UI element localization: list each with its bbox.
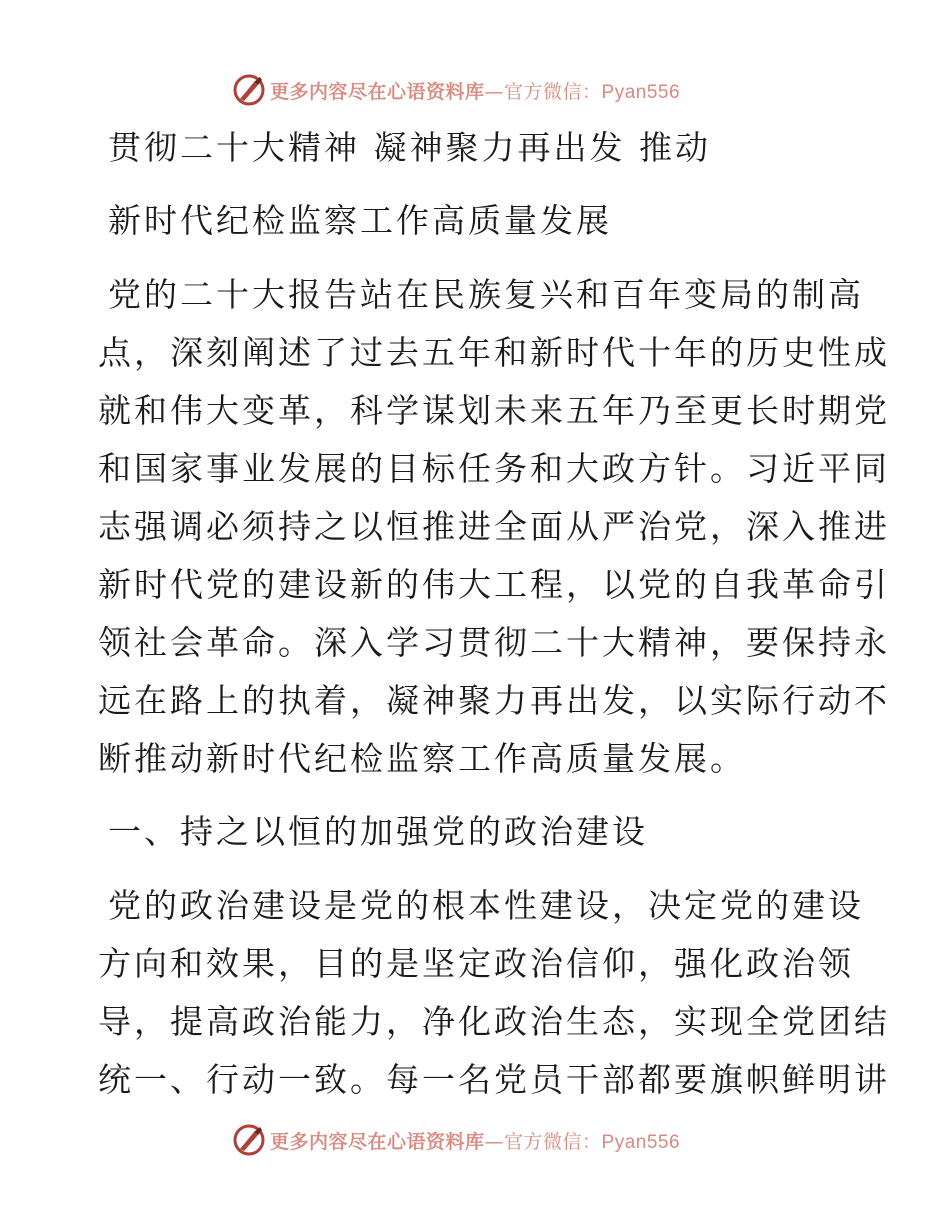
intro-paragraph-line: 就和伟大变革，科学谋划未来五年乃至更长时期党 (98, 391, 890, 430)
intro-paragraph-line: 点，深刻阐述了过去五年和新时代十年的历史性成 (98, 333, 890, 372)
watermark-account-label: 官方微信： (504, 1130, 602, 1153)
intro-paragraph-line: 党的二十大报告站在民族复兴和百年变局的制高 (108, 275, 864, 314)
document-title-line-2: 新时代纪检监察工作高质量发展 (108, 201, 612, 240)
document-title-line-1: 贯彻二十大精神 凝神聚力再出发 推动 (108, 128, 711, 167)
watermark-site-text: 更多内容尽在心语资料库 (270, 1130, 485, 1153)
footer-watermark (232, 1120, 680, 1160)
watermark-account-label: 官方微信： (504, 80, 602, 103)
intro-paragraph-line: 和国家事业发展的目标任务和大政方针。习近平同 (98, 449, 890, 488)
quill-pen-logo-icon (232, 73, 266, 107)
watermark-separator: — (484, 1130, 505, 1153)
watermark-text (270, 1127, 680, 1154)
intro-paragraph-line: 远在路上的执着，凝神聚力再出发，以实际行动不 (98, 681, 890, 720)
section-paragraph-line: 党的政治建设是党的根本性建设，决定党的建设 (108, 886, 864, 925)
section-heading: 一、持之以恒的加强党的政治建设 (108, 812, 648, 851)
watermark-account-id: Pyan556 (601, 1131, 681, 1153)
watermark-separator: — (484, 80, 505, 103)
watermark-account-id: Pyan556 (601, 81, 681, 103)
quill-pen-logo-icon (232, 1123, 266, 1157)
header-watermark (232, 70, 680, 110)
watermark-site-text: 更多内容尽在心语资料库 (270, 80, 485, 103)
section-paragraph-line: 方向和效果，目的是坚定政治信仰，强化政治领 (98, 944, 854, 983)
intro-paragraph-line: 新时代党的建设新的伟大工程，以党的自我革命引 (98, 565, 890, 604)
intro-paragraph-line: 志强调必须持之以恒推进全面从严治党，深入推进 (98, 507, 890, 546)
section-paragraph-line: 统一、行动一致。每一名党员干部都要旗帜鲜明讲 (98, 1060, 890, 1099)
watermark-text (270, 77, 680, 104)
intro-paragraph-line: 领社会革命。深入学习贯彻二十大精神，要保持永 (98, 623, 890, 662)
intro-paragraph-line: 断推动新时代纪检监察工作高质量发展。 (98, 739, 746, 778)
section-paragraph-line: 导，提高政治能力，净化政治生态，实现全党团结 (98, 1002, 890, 1041)
